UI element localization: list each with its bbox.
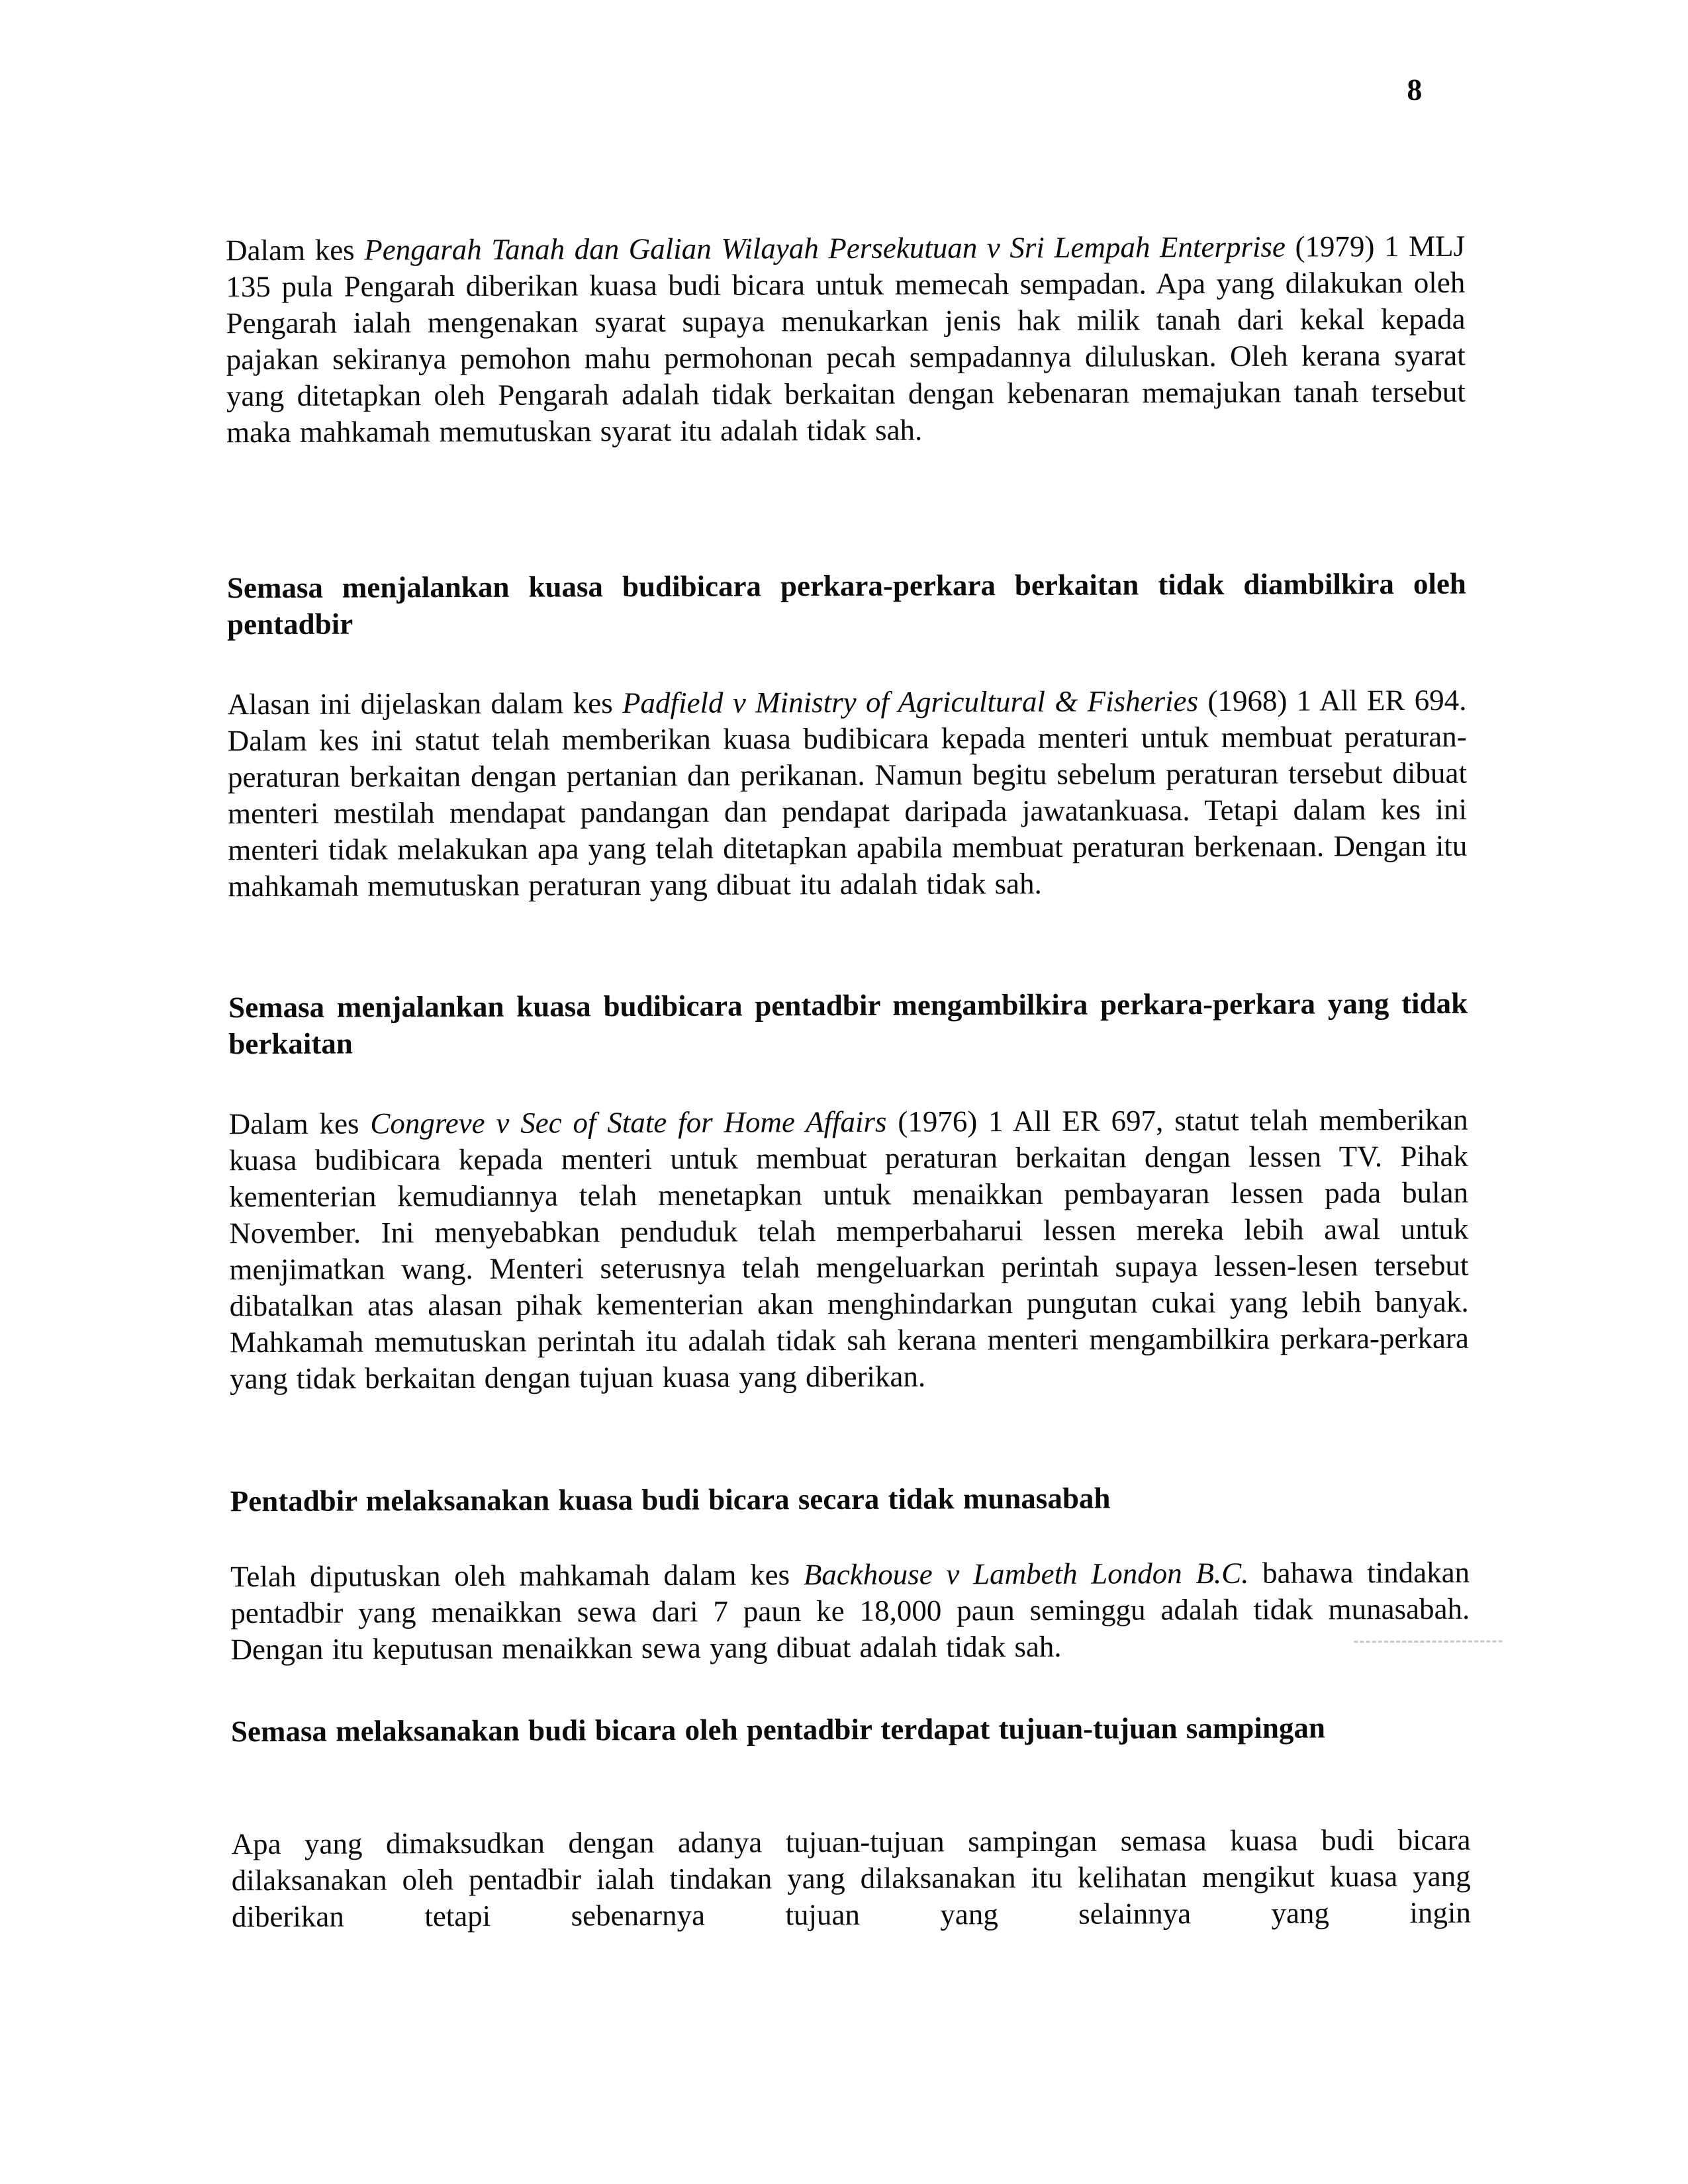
paragraph-text: (1976) 1 All ER 697, statut telah memberikan kuasa budibicara kepada menteri untuk membuat peraturan berkaitan dengan lessen TV. Pihak kementerian kemudiannya telah menetapkan untuk menaikkan pembayaran lessen pada bulan November. Ini menyebabkan penduduk telah memperbaharui lessen mereka lebih awal untuk menjimatkan wang. Menteri seterusnya telah mengeluarkan perintah supaya lessen-lesen tersebut dibatalkan atas alasan pihak kementerian akan menghindarkan pungutan cukai yang lebih banyak. Mahkamah memutuskan perintah itu adalah tidak sah kerana menteri mengambilkira perkara-perkara yang tidak berkaitan dengan tujuan kuasa yang diberikan. (228, 1103, 1469, 1396)
paragraph-congreve-case (229, 1102, 1470, 1398)
paragraph-text: Dalam kes (226, 233, 365, 267)
paragraph-text: (1968) 1 All ER 694. Dalam kes ini statut telah memberikan kuasa budibicara kepada menteri untuk membuat peraturan-peraturan berkaitan dengan pertanian dan perikanan. Namun begitu sebelum peraturan tersebut dibuat menteri mestilah mendapat pandangan dan pendapat daripada jawatankuasa. Tetapi dalam kes ini menteri tidak melakukan apa yang telah ditetapkan apabila membuat peraturan berkenaan. Dengan itu mahkamah memutuskan peraturan yang dibuat itu adalah tidak sah. (227, 683, 1468, 903)
case-citation-padfield: Padfield v Ministry of Agricultural & Fisheries (622, 684, 1199, 720)
paragraph-text: (1979) 1 MLJ 135 pula Pengarah diberikan kuasa budi bicara untuk memecah sempadan. Apa yang dilakukan oleh Pengarah ialah mengenakan syarat supaya menukarkan jenis hak milik tanah dari kekal kepada pajakan sekiranya pemohon mahu permohonan pecah sempadannya diluluskan. Oleh kerana syarat yang ditetapkan oleh Pengarah adalah tidak berkaitan dengan kebenaran memajukan tanah tersebut maka mahkamah memutuskan syarat itu adalah tidak sah. (226, 229, 1466, 449)
page-number: 8 (1407, 72, 1423, 107)
scan-artifact-dashes (1354, 1641, 1502, 1643)
paragraph-backhouse-case (230, 1555, 1470, 1668)
paragraph-tujuan-sampingan: Apa yang dimaksudkan dengan adanya tujuan-tujuan sampingan semasa kuasa budi bicara dilaksanakan oleh pentadbir ialah tindakan yang dilaksanakan itu kelihatan mengikut kuasa yang diberikan tetapi sebenarnya tujuan yang selainnya yang ingin (231, 1823, 1471, 1934)
paragraph-text: Telah diputuskan oleh mahkamah dalam kes (230, 1558, 804, 1594)
section-heading-perkara-berkaitan-tidak-diambilkira: Semasa menjalankan kuasa budibicara perkara-perkara berkaitan tidak diambilkira oleh pentadbir (226, 567, 1466, 641)
paragraph-pengarah-tanah-case (226, 228, 1466, 451)
paragraph-text: Alasan ini dijelaskan dalam kes (227, 686, 623, 721)
case-citation-backhouse: Backhouse v Lambeth London B.C. (803, 1556, 1249, 1592)
section-heading-tidak-munasabah: Pentadbir melaksanakan kuasa budi bicara secara tidak munasabah (230, 1481, 1111, 1518)
paragraph-text: Dalam kes (228, 1107, 371, 1141)
section-heading-tujuan-tujuan-sampingan: Semasa melaksanakan budi bicara oleh pentadbir terdapat tujuan-tujuan sampingan (230, 1711, 1326, 1749)
paragraph-text: bahawa tindakan pentadbir yang menaikkan sewa dari 7 paun ke 18,000 paun seminggu adalah tidak munasabah. Dengan itu keputusan menaikkan sewa yang dibuat adalah tidak sah. (230, 1555, 1470, 1666)
case-citation-sri-lempah: Pengarah Tanah dan Galian Wilayah Persekutuan v Sri Lempah Enterprise (364, 230, 1286, 267)
section-heading-mengambilkira-perkara-tidak-berkaitan: Semasa menjalankan kuasa budibicara pentadbir mengambilkira perkara-perkara yang tidak berkaitan (228, 986, 1468, 1061)
paragraph-padfield-case (227, 682, 1467, 905)
case-citation-congreve: Congreve v Sec of State for Home Affairs (370, 1105, 887, 1140)
